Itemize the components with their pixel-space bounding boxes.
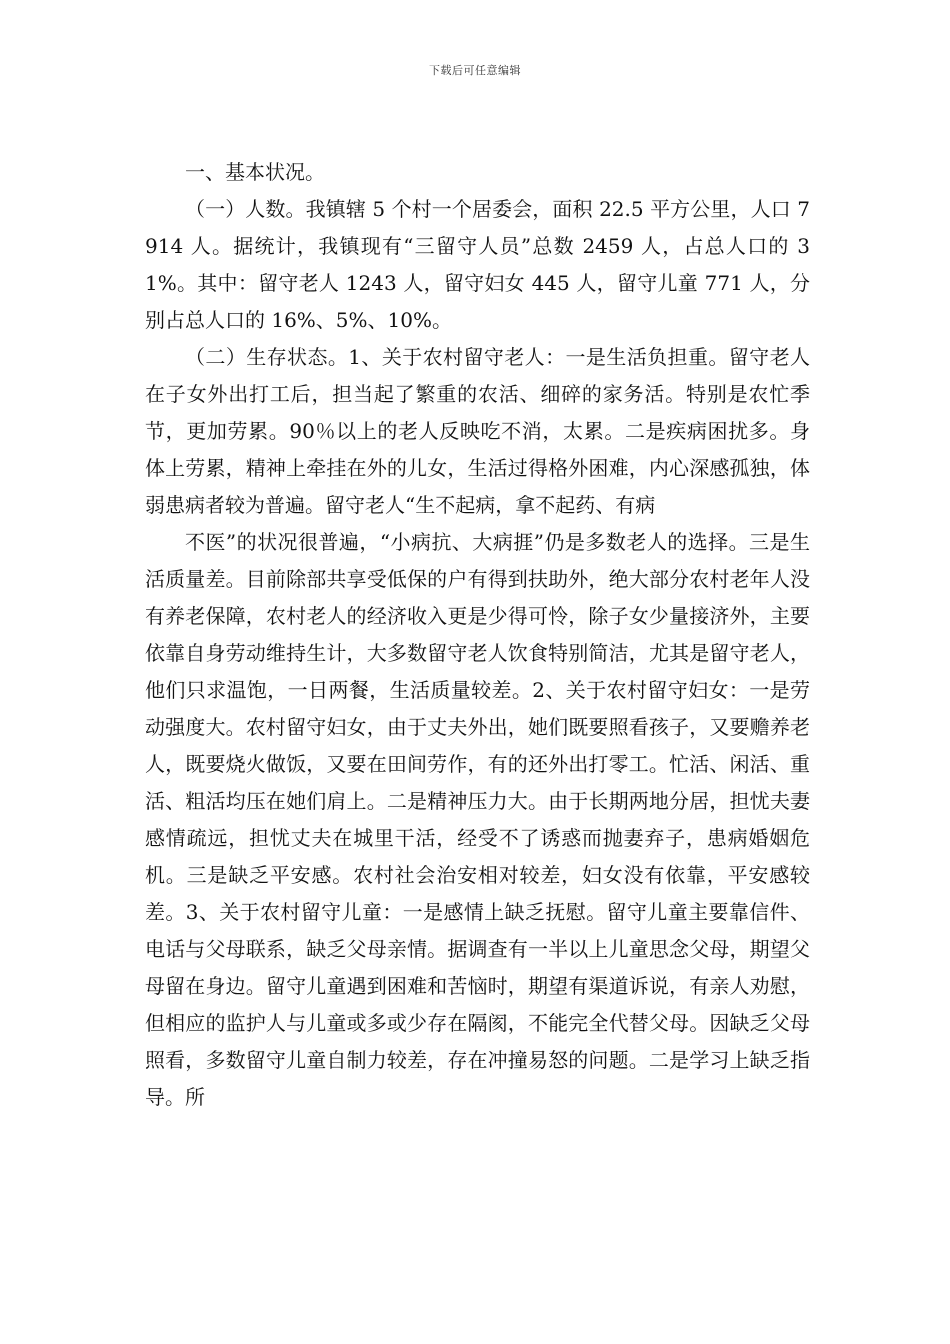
paragraph-living-conditions: （二）生存状态。1、关于农村留守老人：一是生活负担重。留守老人在子女外出打工后，担当起了繁重的农活、细碎的家务活。特别是农忙季节，更加劳累。90％以上的老人反映吃不消，太累。二是疾病困扰多。身体上劳累，精神上牵挂在外的儿女，生活过得格外困难，内心深感孤独，体弱患病者较为普遍。留守老人“生不起病，拿不起药、有病 — [145, 345, 810, 517]
section-heading: 一、基本状况。 — [185, 160, 325, 184]
paragraph-population: （一）人数。我镇辖 5 个村一个居委会，面积 22.5 平方公里，人口 7914 人。据统计，我镇现有“三留守人员”总数 2459 人，占总人口的 31%。其中：留守老人 1243 人，留守妇女 445 人，留守儿童 771 人，分别占总人口的 16%、5%、10%。 — [145, 197, 810, 332]
document-body — [145, 154, 810, 1116]
paragraph-continued: 不医”的状况很普遍，“小病抗、大病捱”仍是多数老人的选择。三是生活质量差。目前除部共享受低保的户有得到扶助外，绝大部分农村老年人没有养老保障，农村老人的经济收入更是少得可怜，除子女少量接济外，主要依靠自身劳动维持生计，大多数留守老人饮食特别简洁，尤其是留守老人，他们只求温饱，一日两餐，生活质量较差。2、关于农村留守妇女：一是劳动强度大。农村留守妇女，由于丈夫外出，她们既要照看孩子，又要赡养老人，既要烧火做饭，又要在田间劳作，有的还外出打零工。忙活、闲活、重活、粗活均压在她们肩上。二是精神压力大。由于长期两地分居，担忧夫妻感情疏远，担忧丈夫在城里干活，经受不了诱惑而抛妻弃子，患病婚姻危机。三是缺乏平安感。农村社会治安相对较差，妇女没有依靠，平安感较差。3、关于农村留守儿童：一是感情上缺乏抚慰。留守儿童主要靠信件、电话与父母联系，缺乏父母亲情。据调查有一半以上儿童思念父母，期望父母留在身边。留守儿童遇到困难和苦恼时，期望有渠道诉说，有亲人劝慰，但相应的监护人与儿童或多或少存在隔阂，不能完全代替父母。因缺乏父母照看，多数留守儿童自制力较差，存在冲撞易怒的问题。二是学习上缺乏指导。所 — [145, 530, 810, 1109]
page-header: 下载后可任意编辑 — [429, 64, 521, 77]
